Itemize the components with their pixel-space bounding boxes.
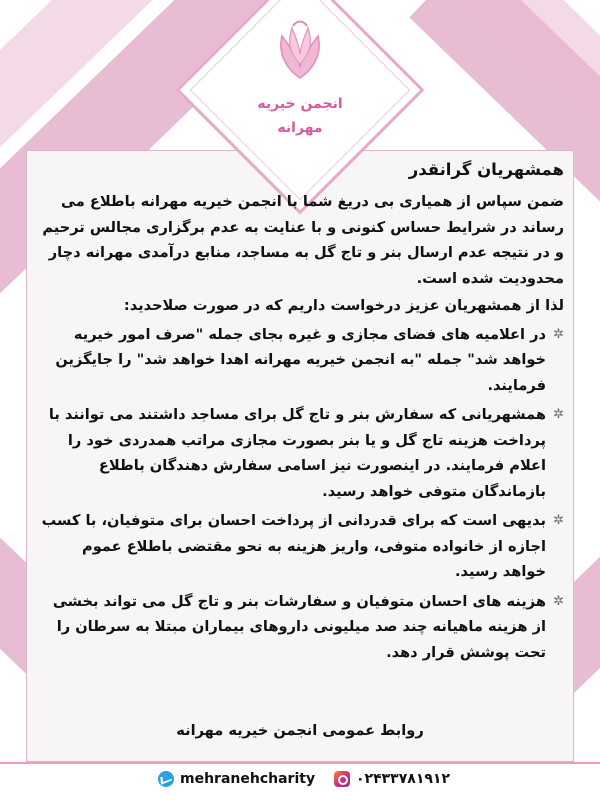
letter-intro: ضمن سپاس از همیاری بی دریغ شما با انجمن خیریه مهرانه باطلاع می رساند در شرایط حساس کنونی و با عنایت به عدم برگزاری مجالس ترحیم و در نتیجه عدم ارسال بنر و تاج گل به مساجد، منابع درآمدی مهرانه دچار محدودیت شده است. (42, 193, 564, 287)
bullet-icon: ✲ (553, 407, 564, 422)
request-item (36, 589, 564, 666)
logo-text-line2: مهرانه (277, 120, 323, 136)
request-item (36, 322, 564, 399)
request-item-text: همشهریانی که سفارش بنر و تاج گل برای مساجد داشتند می توانند با پرداخت هزینه تاج گل و یا بنر بصورت مجازی مراتب همدردی خود را اعلام فرمایند. در اینصورت نیز اسامی سفارش دهندگان باطلاع بازماندگان متوفی خواهد رسید. (48, 406, 546, 500)
bullet-icon: ✲ (553, 326, 564, 342)
telegram-icon (158, 771, 174, 787)
logo-text-line1: انجمن خیریه (257, 96, 343, 112)
logo-area (0, 0, 600, 180)
request-item-text: در اعلامیه های فضای مجازی و غیره بجای جمله "صرف امور خیریه خواهد شد" جمله "به انجمن خیریه مهرانه اهدا خواهد شد" را جایگزین فرمایند. (55, 325, 546, 394)
bullet-icon: ✲ (553, 513, 564, 528)
request-item-text: بدیهی است که برای قدردانی از پرداخت احسان برای متوفیان، با کسب اجازه از خانواده متوفی، واریز هزینه به نحو مقتضی باطلاع عموم خواهد رسید. (41, 512, 546, 580)
instagram-icon (334, 771, 350, 787)
letter-lead: لذا از همشهریان عزیز درخواست داریم که در صورت صلاحدید: (123, 297, 564, 314)
instagram-link[interactable] (334, 771, 450, 787)
letter-content (36, 160, 564, 669)
bullet-icon: ✲ (553, 593, 564, 609)
request-item (36, 402, 564, 504)
charity-logo-icon (260, 8, 340, 88)
request-item (36, 508, 564, 585)
instagram-number: ۰۲۴۳۳۷۸۱۹۱۲ (356, 771, 450, 787)
telegram-link[interactable] (158, 771, 315, 787)
telegram-handle: mehranehcharity (180, 771, 316, 787)
letter-signature: روابط عمومی انجمن خیریه مهرانه (176, 722, 424, 739)
footer-bar (0, 762, 600, 800)
letter-heading: همشهریان گرانقدر (408, 160, 564, 179)
request-item-text: هزینه های احسان متوفیان و سفارشات بنر و تاج گل می تواند بخشی از هزینه ماهیانه چند صد میلیونی داروهای بیماران مبتلا به سرطان را تحت پوشش قرار دهد. (52, 592, 546, 661)
